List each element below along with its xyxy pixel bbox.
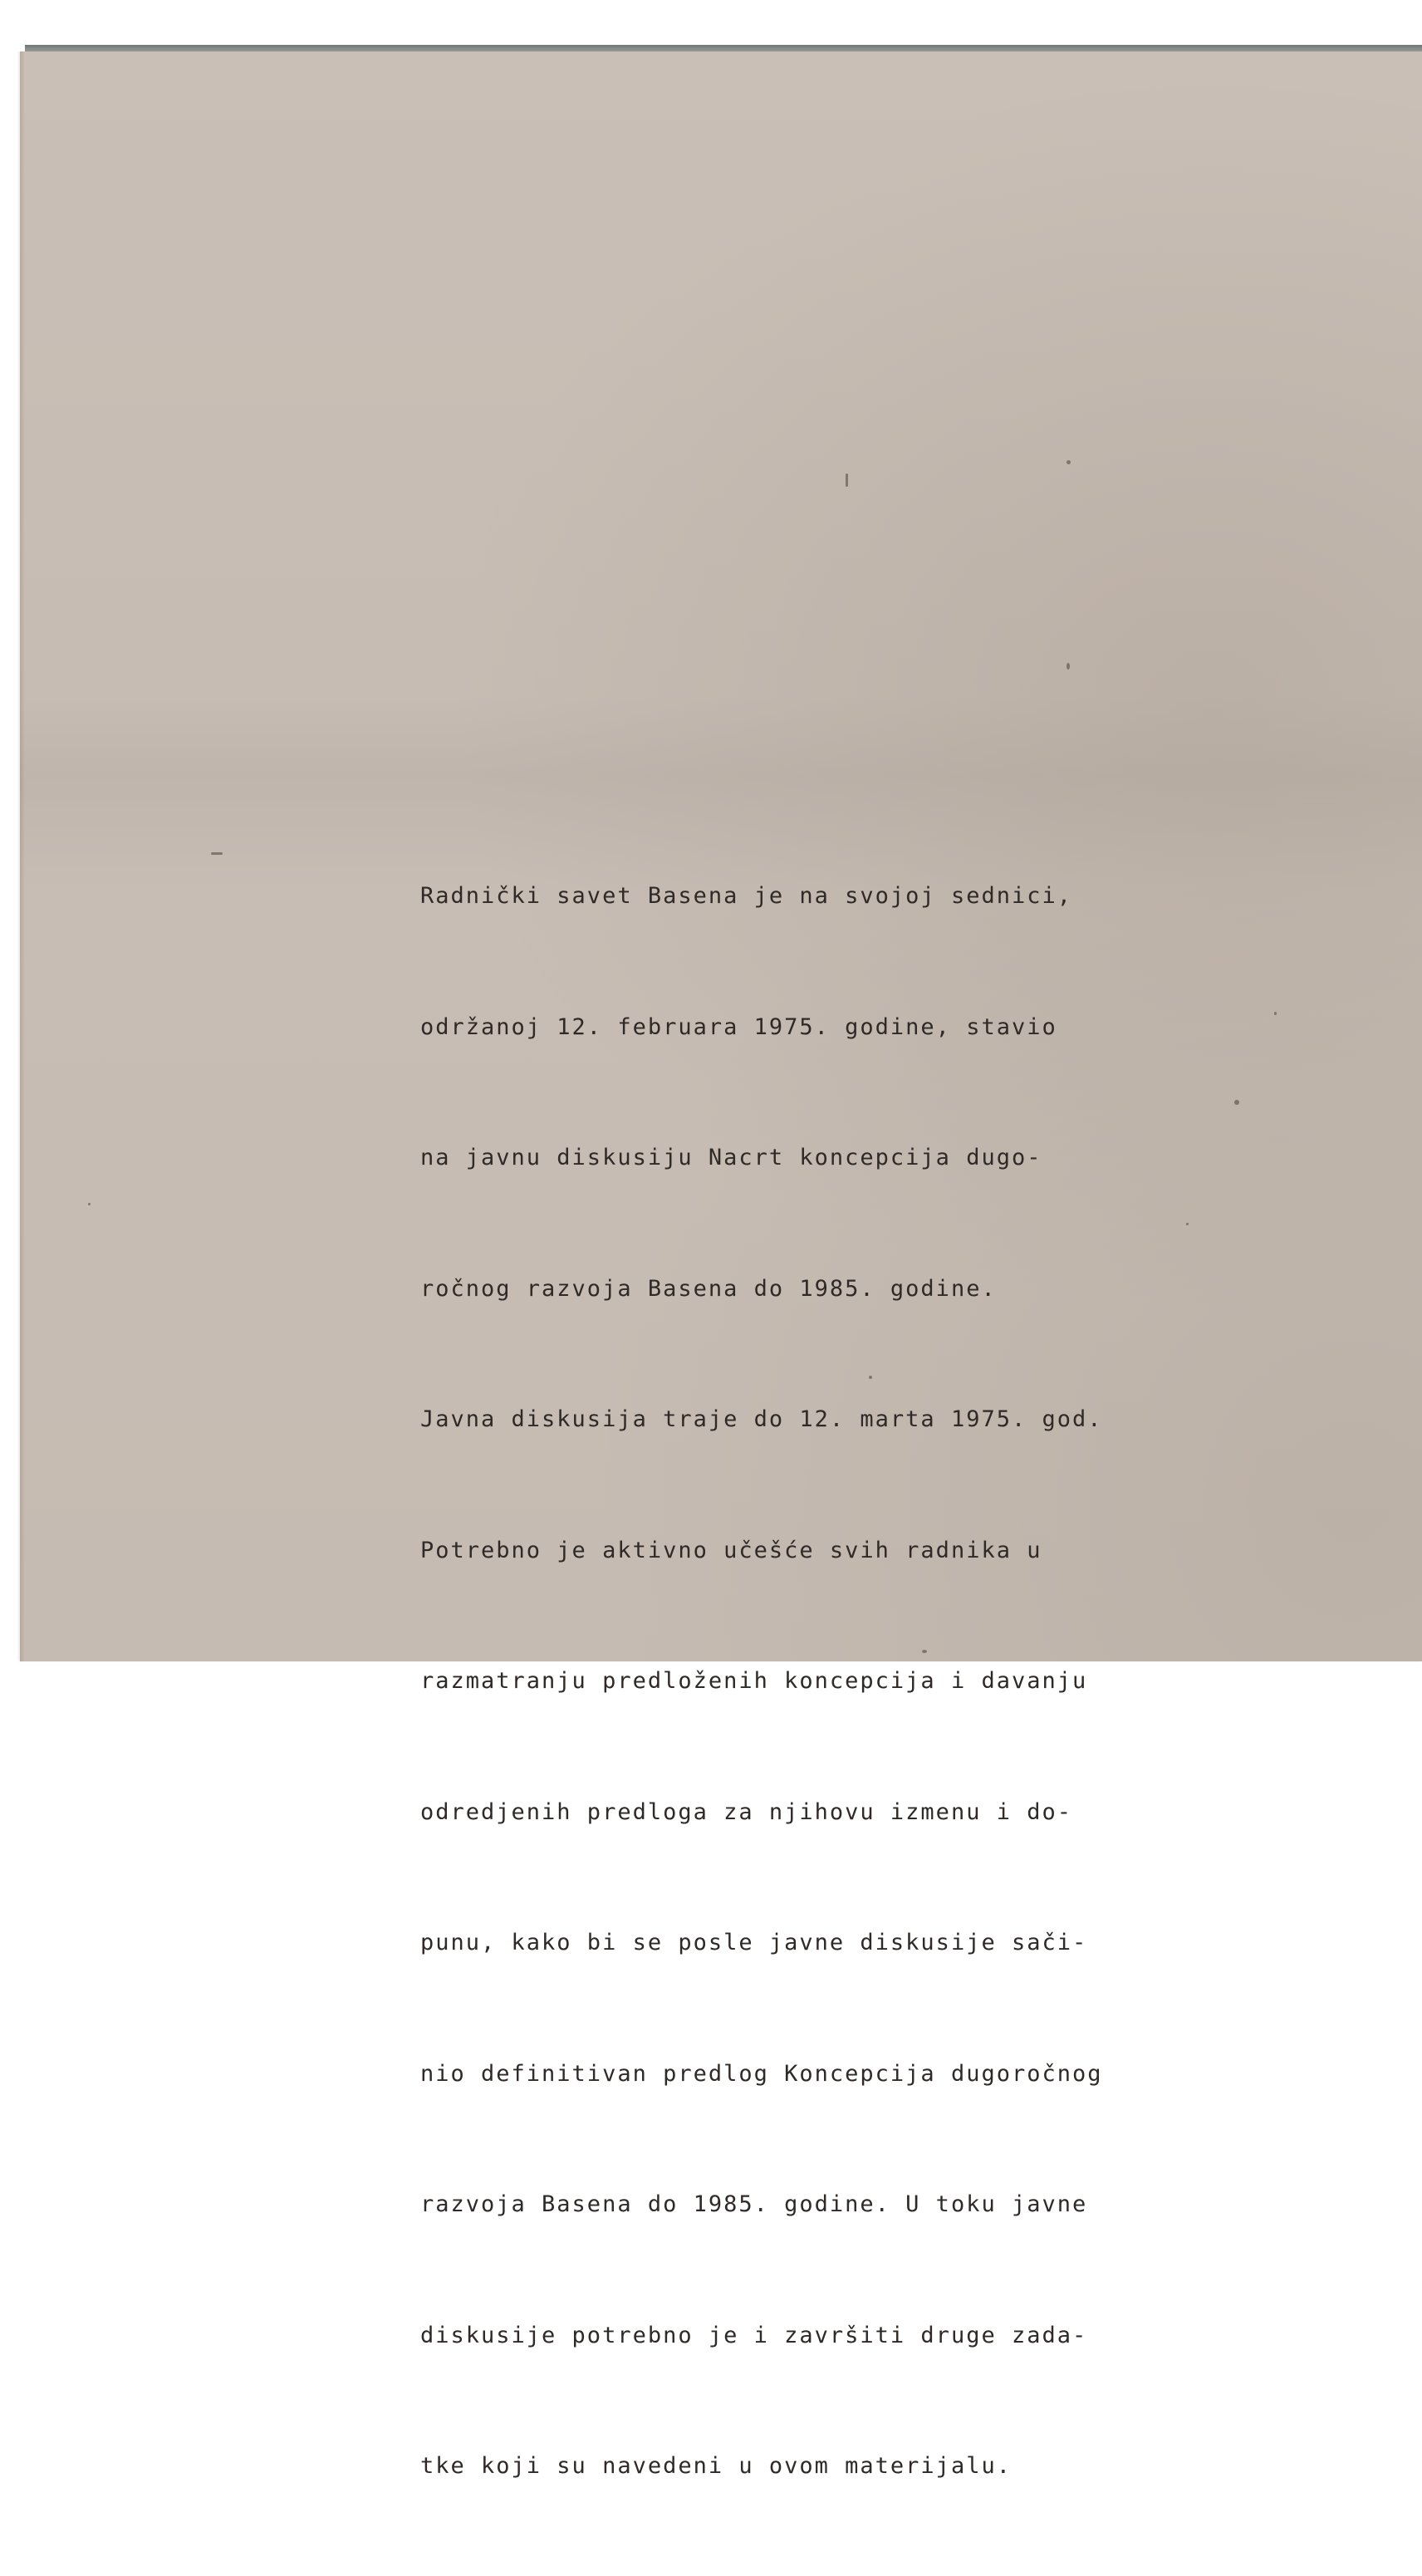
paper-speck: [846, 473, 848, 487]
paragraph-line-7: razmatranju predloženih koncepcija i davanju: [420, 1668, 1088, 1694]
paper-sheet: [20, 52, 1422, 2479]
paragraph-line-5: Javna diskusija traje do 12. marta 1975. god.: [420, 1406, 1103, 1432]
paragraph-line-12: diskusije potrebno je i završiti druge zada-: [420, 2322, 1088, 2348]
paper-left-edge: [20, 52, 25, 1661]
paragraph-line-4: ročnog razvoja Basena do 1985. godine.: [420, 1275, 997, 1302]
paper-speck: [1066, 663, 1070, 670]
paper-speck: [1234, 1100, 1239, 1105]
paragraph-line-6: Potrebno je aktivno učešće svih radnika u: [420, 1537, 1042, 1563]
paper-speck: [88, 1203, 91, 1205]
paragraph-line-2: održanoj 12. februara 1975. godine, stavio: [420, 1013, 1057, 1040]
paragraph-line-9: punu, kako bi se posle javne diskusije sači-: [420, 1930, 1088, 1955]
paragraph-line-8: odredjenih predloga za njihovu izmenu i do-: [420, 1798, 1072, 1825]
paragraph-line-10: nio definitivan predlog Koncepcija dugoročnog: [420, 2060, 1103, 2087]
paper-speck: [1274, 1012, 1277, 1015]
paragraph-line-3: na javnu diskusiju Nacrt koncepcija dugo-: [420, 1145, 1042, 1170]
paragraph-line-1: Radnički savet Basena je na svojoj sednici,: [420, 883, 1072, 909]
typewritten-paragraph: [420, 788, 1234, 2576]
paragraph-line-13: tke koji su navedeni u ovom materijalu.: [420, 2453, 1012, 2479]
paragraph-line-11: razvoja Basena do 1985. godine. U toku javne: [420, 2191, 1088, 2217]
paper-speck: [211, 852, 223, 855]
paper-speck: [1066, 460, 1071, 464]
